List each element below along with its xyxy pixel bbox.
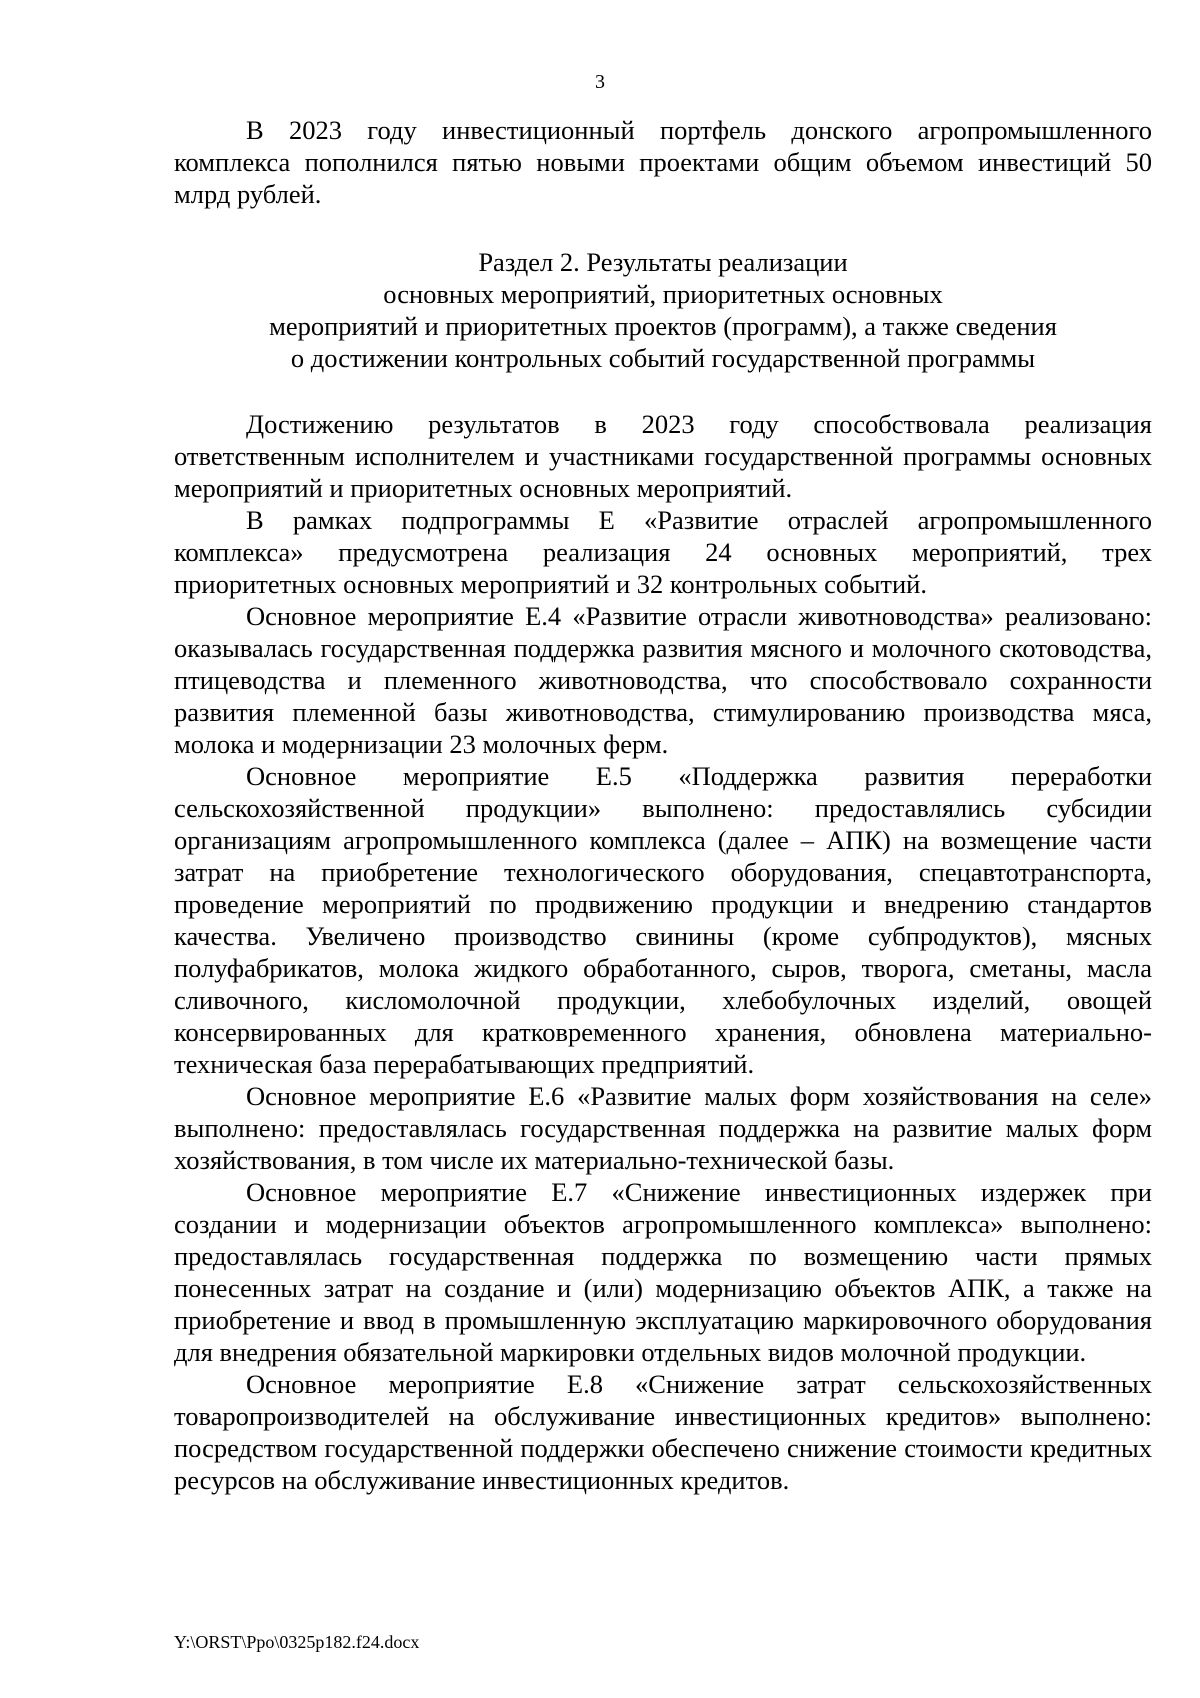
intro-paragraph: В 2023 году инвестиционный портфель донского агропромышленного комплекса пополнился пятью новыми проектами общим объемом инвестиций 50 млрд рублей.: [174, 115, 1152, 209]
body-paragraph: Основное мероприятие Е.8 «Снижение затрат сельскохозяйственных товаропроизводителей на обслуживание инвестиционных кредитов» выполнено: посредством государственной поддержки обеспечено снижение стоимости кредитных ресурсов на обслуживание инвестиционных кредитов.: [174, 1369, 1152, 1495]
section-heading-line: мероприятий и приоритетных проектов (программ), а также сведения: [269, 311, 1057, 341]
body-paragraph: Основное мероприятие Е.6 «Развитие малых форм хозяйствования на селе» выполнено: предоставлялась государственная поддержка на развитие малых форм хозяйствования, в том числе их материально-технической базы.: [174, 1081, 1152, 1175]
spacer: [174, 374, 1152, 408]
section-heading: [174, 246, 1152, 374]
body-paragraph: Основное мероприятие Е.4 «Развитие отрасли животноводства» реализовано: оказывалась государственная поддержка развития мясного и молочного скотоводства, птицеводства и племенного животноводства, что способствовало сохранности развития племенной базы животноводства, стимулированию производства мяса, молока и модернизации 23 молочных ферм.: [174, 601, 1152, 759]
footer-file-path: Y:\ORST\Ppo\0325p182.f24.docx: [174, 1632, 420, 1652]
body-paragraph: В рамках подпрограммы Е «Развитие отраслей агропромышленного комплекса» предусмотрена реализация 24 основных мероприятий, трех приоритетных основных мероприятий и 32 контрольных событий.: [174, 505, 1152, 599]
body-paragraph: Основное мероприятие Е.5 «Поддержка развития переработки сельскохозяйственной продукции» выполнено: предоставлялись субсидии организациям агропромышленного комплекса (далее – АПК) на возмещение части затрат на приобретение технологического оборудования, спецавтотранспорта, проведение мероприятий по продвижению продукции и внедрению стандартов качества. Увеличено производство свинины (кроме субпродуктов), мясных полуфабрикатов, молока жидкого обработанного, сыров, творога, сметаны, масла сливочного, кисломолочной продукции, хлебобулочных изделий, овощей консервированных для кратковременного хранения, обновлена материально-техническая база перерабатывающих предприятий.: [174, 761, 1152, 1079]
document-body: [174, 114, 1152, 1496]
section-heading-line: о достижении контрольных событий государственной программы: [290, 343, 1036, 373]
body-paragraph: Достижению результатов в 2023 году способствовала реализация ответственным исполнителем и участниками государственной программы основных мероприятий и приоритетных основных мероприятий.: [174, 409, 1152, 503]
spacer: [174, 210, 1152, 246]
body-paragraph: Основное мероприятие Е.7 «Снижение инвестиционных издержек при создании и модернизации объектов агропромышленного комплекса» выполнено: предоставлялась государственная поддержка по возмещению части прямых понесенных затрат на создание и (или) модернизацию объектов АПК, а также на приобретение и ввод в промышленную эксплуатацию маркировочного оборудования для внедрения обязательной маркировки отдельных видов молочной продукции.: [174, 1177, 1152, 1367]
section-heading-line: основных мероприятий, приоритетных основных: [383, 279, 943, 309]
page-number: 3: [595, 71, 605, 93]
section-heading-line: Раздел 2. Результаты реализации: [478, 247, 848, 277]
